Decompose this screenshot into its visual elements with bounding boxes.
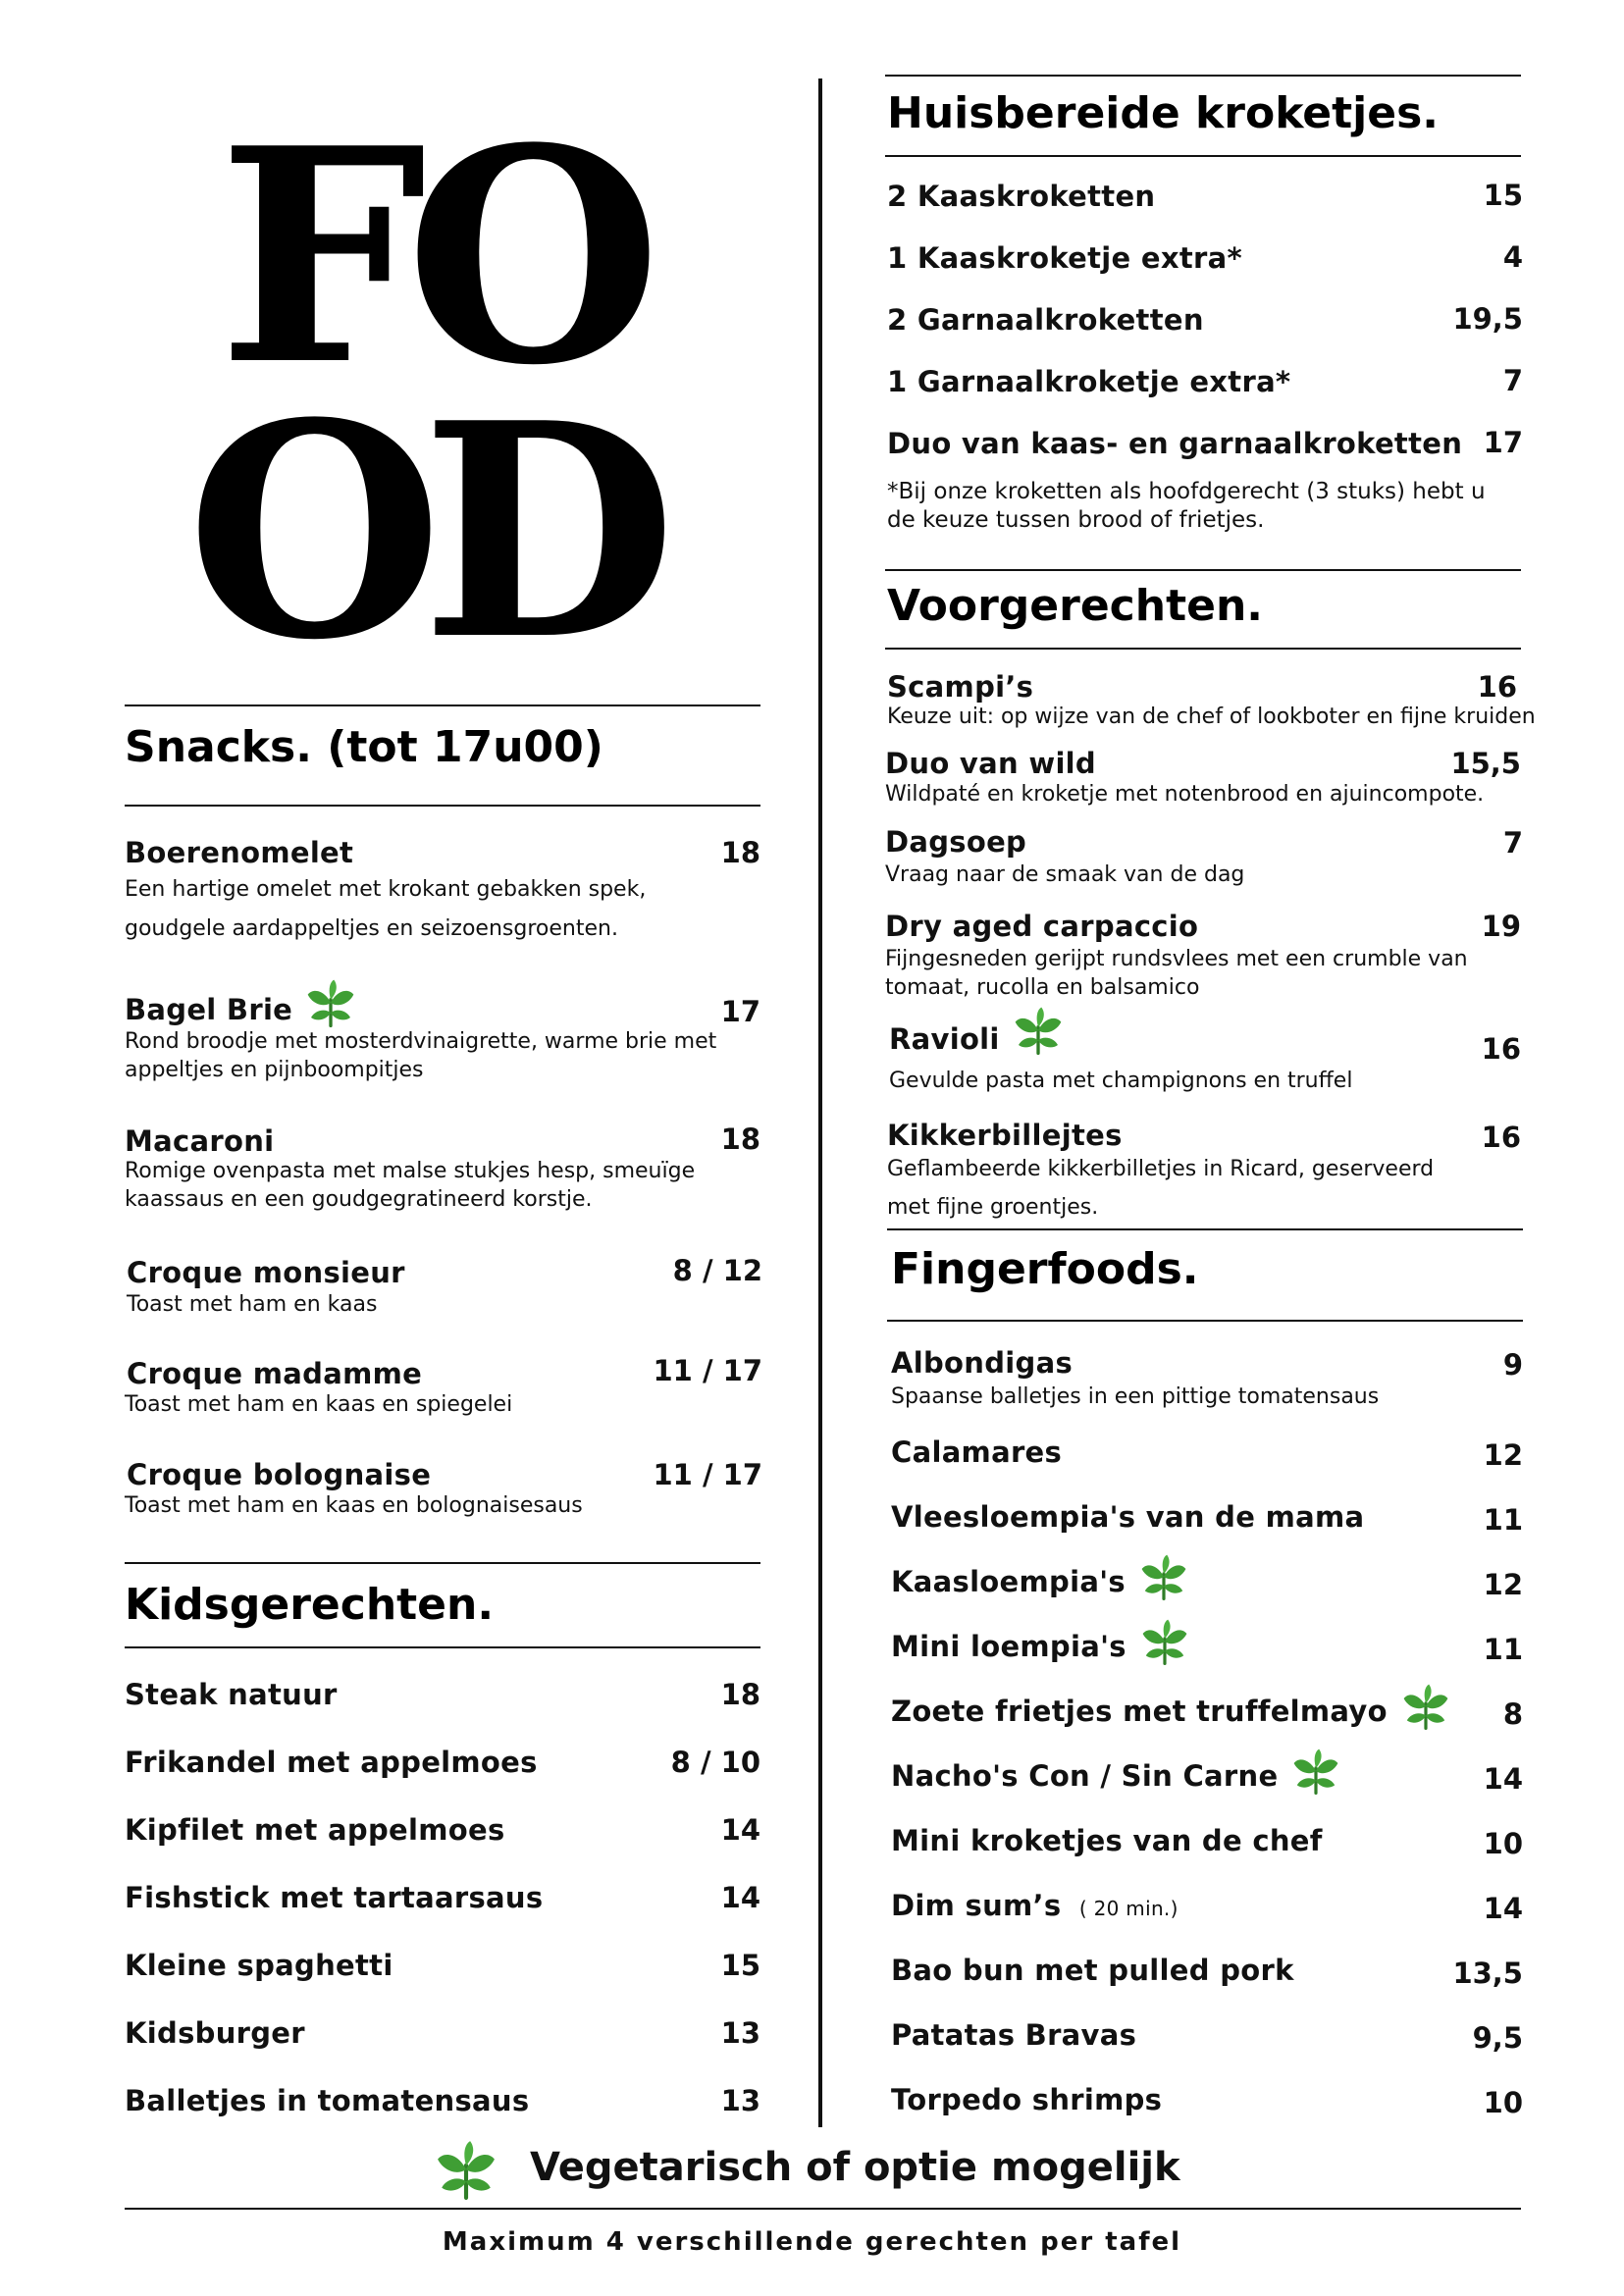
snacks-bottom-rule (125, 805, 760, 807)
logo-fo: FO (218, 83, 641, 430)
kids-item-name: Steak natuur (125, 1678, 338, 1711)
item-price: 16 (1481, 1121, 1521, 1154)
finger-item-name (891, 1630, 1191, 1665)
finger-item-name: Bao bun met pulled pork (891, 1954, 1294, 1987)
kids-item-price: 15 (720, 1949, 760, 1982)
leaf-icon (304, 978, 357, 1027)
item-price: 11 / 17 (653, 1354, 762, 1387)
kroket-item-price: 7 (1502, 364, 1523, 397)
item-name: Croque monsieur (127, 1256, 405, 1289)
item-name (125, 993, 357, 1027)
item-price: 8 / 12 (672, 1254, 762, 1287)
kroket-item-price: 4 (1502, 240, 1523, 274)
kroket-item-name: 1 Garnaalkroketje extra* (887, 365, 1291, 398)
item-price: 11 / 17 (653, 1458, 762, 1491)
kroket-item-name: 2 Garnaalkroketten (887, 303, 1204, 337)
item-price: 19 (1481, 910, 1521, 943)
finger-item-name: Patatas Bravas (891, 2018, 1137, 2052)
finger-item-name (891, 1889, 1179, 1922)
item-name-text: Bagel Brie (125, 993, 293, 1026)
kids-title: Kidsgerechten. (125, 1580, 495, 1630)
finger-item-name: Torpedo shrimps (891, 2083, 1163, 2116)
item-desc-2: goudgele aardappeltjes en seizoensgroenten. (125, 916, 618, 941)
item-name: Dagsoep (885, 825, 1027, 859)
item-name-text: Ravioli (889, 1022, 1000, 1056)
kids-item-name: Kipfilet met appelmoes (125, 1813, 505, 1847)
leaf-icon (1137, 1553, 1190, 1600)
leaf-icon (1138, 1618, 1191, 1665)
kids-bottom-rule (125, 1646, 760, 1648)
kroket-item-price: 19,5 (1452, 302, 1523, 336)
kroket-item-name: 2 Kaaskroketten (887, 180, 1156, 213)
kroketjes-title: Huisbereide kroketjes. (887, 88, 1440, 138)
item-desc: Gevulde pasta met champignons en truffel (889, 1069, 1353, 1093)
kids-item-name: Kleine spaghetti (125, 1949, 393, 1982)
item-desc: Een hartige omelet met krokant gebakken spek, (125, 877, 647, 902)
kids-item-price: 13 (720, 2084, 760, 2117)
item-desc: Romige ovenpasta met malse stukjes hesp, smeuïge kaassaus en een goudgegratineerd korstje. (125, 1159, 696, 1212)
finger-item-price: 13,5 (1452, 1957, 1523, 1990)
item-name-text: Dim sum’s (891, 1889, 1062, 1922)
item-desc: Toast met ham en kaas en bolognaisesaus (125, 1493, 583, 1518)
kids-top-rule (125, 1562, 760, 1564)
snacks-title: Snacks. (tot 17u00) (125, 722, 603, 772)
item-price: 18 (720, 836, 760, 869)
logo-od: OD (186, 358, 655, 704)
item-desc: Toast met ham en kaas en spiegelei (125, 1392, 513, 1417)
leaf-icon (432, 2139, 500, 2200)
item-price: 7 (1502, 826, 1523, 860)
item-name: Dry aged carpaccio (885, 910, 1199, 943)
voorgerechten-title: Voorgerechten. (887, 581, 1264, 631)
finger-item-price: 12 (1483, 1568, 1523, 1601)
kroketjes-bottom-rule (885, 155, 1521, 157)
leaf-icon (1399, 1683, 1452, 1730)
leaf-icon (1012, 1006, 1065, 1055)
fingerfoods-top-rule (887, 1228, 1523, 1230)
item-name: Croque bolognaise (127, 1458, 432, 1491)
finger-item-price: 10 (1483, 2086, 1523, 2119)
kids-item-price: 18 (720, 1678, 760, 1711)
item-price: 16 (1481, 1032, 1521, 1066)
fingerfoods-title: Fingerfoods. (891, 1244, 1199, 1294)
item-desc: Geflambeerde kikkerbilletjes in Ricard, geserveerd (887, 1157, 1435, 1181)
item-price: 18 (720, 1122, 760, 1156)
kids-item-name: Fishstick met tartaarsaus (125, 1881, 544, 1914)
finger-item-price: 9,5 (1472, 2021, 1523, 2055)
kids-item-name: Kidsburger (125, 2016, 305, 2050)
finger-item-name: Mini kroketjes van de chef (891, 1824, 1323, 1857)
item-name-text: Kaasloempia's (891, 1565, 1126, 1598)
item-price: 16 (1477, 670, 1517, 704)
finger-item-name (891, 1759, 1342, 1795)
fingerfoods-bottom-rule (887, 1320, 1523, 1322)
finger-item-price: 8 (1502, 1697, 1523, 1731)
item-name-text: Mini loempia's (891, 1630, 1126, 1663)
finger-item-name (891, 1695, 1452, 1730)
item-name: Duo van wild (885, 747, 1096, 780)
item-desc-2: met fijne groentjes. (887, 1195, 1099, 1220)
snacks-top-rule (125, 704, 760, 706)
item-name: Croque madamme (127, 1357, 423, 1390)
item-price: 17 (720, 995, 760, 1028)
legend-text: Vegetarisch of optie mogelijk (530, 2145, 1180, 2190)
kroket-item-name: Duo van kaas- en garnaalkroketten (887, 427, 1463, 460)
kids-item-price: 14 (720, 1881, 760, 1914)
item-name: Kikkerbillejtes (887, 1119, 1123, 1152)
item-desc: Wildpaté en kroketje met notenbrood en ajuincompote. (885, 782, 1485, 807)
kids-item-price: 13 (720, 2016, 760, 2050)
voorgerechten-bottom-rule (885, 648, 1521, 650)
kroket-item-name: 1 Kaaskroketje extra* (887, 241, 1242, 275)
item-desc: Fijngesneden gerijpt rundsvlees met een crumble van tomaat, rucolla en balsamico (885, 947, 1468, 1000)
item-price: 15,5 (1450, 747, 1521, 780)
item-name: Scampi’s (887, 670, 1034, 704)
finger-item-price: 9 (1502, 1348, 1523, 1382)
item-name: Macaroni (125, 1124, 275, 1158)
finger-item-price: 12 (1483, 1438, 1523, 1472)
finger-item-price: 11 (1483, 1633, 1523, 1666)
finger-item-price: 14 (1483, 1762, 1523, 1796)
footer-text: Maximum 4 verschillende gerechten per tafel (442, 2227, 1182, 2257)
kroketjes-top-rule (885, 75, 1521, 77)
kids-item-name: Balletjes in tomatensaus (125, 2084, 530, 2117)
kroketjes-note: *Bij onze kroketten als hoofdgerecht (3 stuks) hebt u de keuze tussen brood of frietjes. (887, 479, 1486, 533)
kids-item-price: 14 (720, 1813, 760, 1847)
finger-item-price: 10 (1483, 1827, 1523, 1860)
item-name-text: Zoete frietjes met truffelmayo (891, 1695, 1388, 1728)
kids-item-price: 8 / 10 (670, 1746, 760, 1779)
finger-item-name: Vleesloempia's van de mama (891, 1500, 1365, 1534)
item-desc: Vraag naar de smaak van de dag (885, 862, 1245, 887)
item-desc: Toast met ham en kaas (127, 1292, 378, 1317)
center-divider (818, 78, 822, 2127)
kids-item-name: Frikandel met appelmoes (125, 1746, 538, 1779)
finger-item-price: 11 (1483, 1503, 1523, 1537)
item-name-note: ( 20 min.) (1078, 1897, 1179, 1920)
item-name (889, 1022, 1065, 1056)
leaf-icon (1289, 1748, 1342, 1795)
finger-item-name (891, 1565, 1190, 1600)
finger-item-desc: Spaanse balletjes in een pittige tomatensaus (891, 1384, 1380, 1409)
footer-rule (125, 2208, 1521, 2210)
item-desc: Rond broodje met mosterdvinaigrette, warme brie met appeltjes en pijnboompitjes (125, 1029, 717, 1082)
kroket-item-price: 15 (1483, 179, 1523, 212)
finger-item-price: 14 (1483, 1892, 1523, 1925)
finger-item-name: Calamares (891, 1435, 1063, 1469)
item-name-text: Nacho's Con / Sin Carne (891, 1759, 1279, 1793)
kroket-item-price: 17 (1483, 426, 1523, 459)
finger-item-name: Albondigas (891, 1346, 1074, 1380)
voorgerechten-top-rule (885, 569, 1521, 571)
item-name: Boerenomelet (125, 836, 354, 869)
item-desc: Keuze uit: op wijze van de chef of lookboter en fijne kruiden (887, 704, 1536, 729)
